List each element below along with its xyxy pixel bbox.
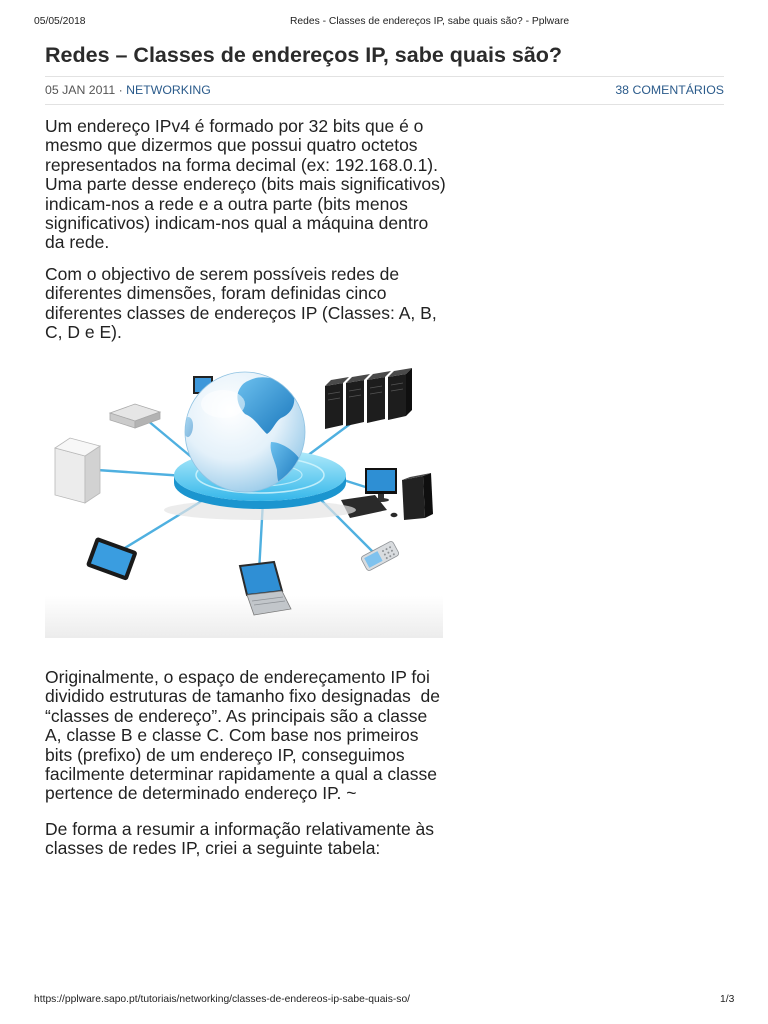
article-paragraph: Originalmente, o espaço de endereçamento IP foi dividido estruturas de tamanho fixo designadas de “classes de endereço”. As principais são a classe A, classe B e classe C. Com base nos primeiros bits (prefixo) de um endereço IP, conseguimos facilmente determinar rapidamente a qual a classe pertence de determinado endereço IP. ~: [45, 667, 440, 804]
publish-date: 05 JAN 2011: [45, 83, 116, 97]
print-url: https://pplware.sapo.pt/tutoriais/networking/classes-de-endereos-ip-sabe-quais-so/: [34, 994, 411, 1005]
network-illustration: [45, 358, 443, 638]
meta-left: [45, 83, 211, 98]
article-paragraph: Com o objectivo de serem possíveis redes de diferentes dimensões, foram definidas cinco diferentes classes de endereços IP (Classes: A, B, C, D e E).: [45, 264, 437, 343]
network-illustration-svg: [45, 358, 443, 638]
article-paragraph: Um endereço IPv4 é formado por 32 bits que é o mesmo que dizermos que possui quatro octetos representados na forma decimal (ex: 192.168.0.1). Uma parte desse endereço (bits mais significativos) indicam-nos a rede e a outra parte (bits menos significativos) indicam-nos qual a máquina dentro da rede.: [45, 116, 446, 253]
comments-link[interactable]: 38 COMENTÁRIOS: [615, 83, 724, 97]
meta-separator: ·: [118, 83, 123, 97]
print-page-number: 1/3: [720, 994, 735, 1005]
category-link[interactable]: NETWORKING: [126, 83, 211, 97]
article-meta: [45, 83, 724, 98]
article-paragraph: De forma a resumir a informação relativamente às classes de redes IP, criei a seguinte tabela:: [45, 819, 435, 859]
storage-tower-icon: [55, 438, 100, 503]
print-date: 05/05/2018: [34, 16, 86, 27]
title-divider: [45, 76, 724, 77]
globe-icon: [184, 371, 305, 492]
print-page-title: Redes - Classes de endereços IP, sabe quais são? - Pplware: [290, 16, 570, 27]
article-title: Redes – Classes de endereços IP, sabe quais são?: [45, 43, 563, 67]
meta-divider: [45, 104, 724, 105]
